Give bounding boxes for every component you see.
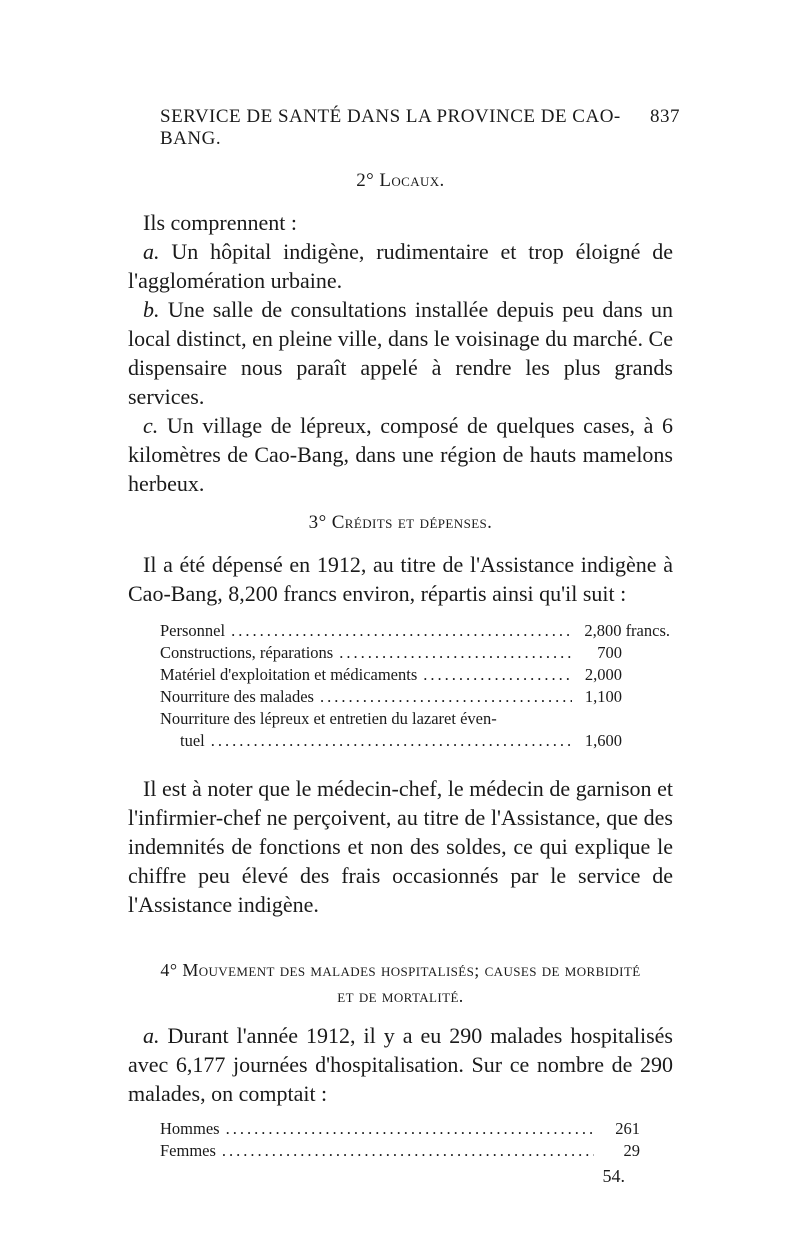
ledger-row <box>160 1118 640 1140</box>
section-heading-locaux: 2° Locaux. <box>356 170 445 191</box>
page-content <box>128 166 673 1187</box>
ledger-row <box>160 620 670 642</box>
paragraph-note: Il est à noter que le médecin-chef, le médecin de garnison et l'infirmier-chef ne perçoivent, au titre de l'Assistance, que des indemnités de fonctions et non des soldes, ce qui explique le chiffre peu élevé des frais occasionnés par le service de l'Assistance indigène. <box>128 776 673 917</box>
leader-dots <box>222 1140 594 1162</box>
ledger-label-continuation: tuel <box>180 731 205 750</box>
ledger-value: 1,100 <box>584 687 622 706</box>
item-text: Un village de lépreux, composé de quelques cases, à 6 kilomètres de Cao-Bang, dans une région de hauts mamelons herbeux. <box>128 413 673 496</box>
paragraph-intro-credits: Il a été dépensé en 1912, au titre de l'Assistance indigène à Cao-Bang, 8,200 francs environ, répartis ainsi qu'il suit : <box>128 552 673 606</box>
patient-count-ledger <box>160 1118 640 1162</box>
leader-dots <box>339 642 572 664</box>
paragraph-durant <box>128 1021 673 1108</box>
paragraph-item-c <box>128 411 673 498</box>
ledger-value: 29 <box>623 1141 640 1160</box>
item-text: Une salle de consultations installée depuis peu dans un local distinct, en pleine ville, dans le voisinage du marché. Ce dispensaire nous paraît appelé à rendre les plus grands services. <box>128 297 673 409</box>
ledger-row <box>160 642 670 664</box>
ledger-label: Nourriture des lépreux et entretien du lazaret éven- <box>160 709 497 728</box>
leader-dots <box>423 664 572 686</box>
ledger-label: Femmes <box>160 1141 216 1160</box>
printer-signature: 54. <box>602 1166 625 1186</box>
leader-dots <box>211 730 572 752</box>
ledger-value: 2,800 francs. <box>584 621 670 640</box>
ledger-label: Personnel <box>160 621 226 640</box>
section-heading-mouvement <box>128 957 673 1009</box>
ledger-label: Matériel d'exploitation et médicaments <box>160 665 418 684</box>
ledger-value: 700 <box>597 643 622 662</box>
ledger-label: Hommes <box>160 1119 220 1138</box>
paragraph-intro-locaux: Ils comprennent : <box>143 210 297 235</box>
ledger-row-continued <box>160 708 670 730</box>
section-locaux <box>128 166 673 498</box>
leader-dots <box>231 620 572 642</box>
item-marker: b. <box>143 297 160 322</box>
heading-line: et de mortalité. <box>337 986 464 1006</box>
ledger-value: 2,000 <box>584 665 622 684</box>
ledger-label: Nourriture des malades <box>160 687 314 706</box>
item-text: Un hôpital indigène, rudimentaire et trop éloigné de l'agglomération urbaine. <box>128 239 673 293</box>
expense-ledger <box>160 620 670 752</box>
section-mouvement <box>128 957 673 1187</box>
ledger-row <box>160 686 670 708</box>
section-heading-credits: 3° Crédits et dépenses. <box>308 512 493 533</box>
heading-line: 4° Mouvement des malades hospitalisés; causes de morbidité <box>160 960 641 980</box>
ledger-value: 1,600 <box>584 731 622 750</box>
paragraph-item-b <box>128 295 673 411</box>
item-marker: a. <box>143 239 160 264</box>
ledger-row <box>160 730 670 752</box>
ledger-label: Constructions, réparations <box>160 643 334 662</box>
section-credits <box>128 508 673 919</box>
ledger-row <box>160 1140 640 1162</box>
item-marker: a. <box>143 1023 160 1048</box>
item-text: Durant l'année 1912, il y a eu 290 malades hospitalisés avec 6,177 journées d'hospitalisation. Sur ce nombre de 290 malades, on comptait : <box>128 1023 673 1106</box>
paragraph-item-a <box>128 237 673 295</box>
ledger-row <box>160 664 670 686</box>
item-marker: c. <box>143 413 159 438</box>
leader-dots <box>320 686 572 708</box>
leader-dots <box>226 1118 594 1140</box>
ledger-value: 261 <box>615 1119 640 1138</box>
running-title: SERVICE DE SANTÉ DANS LA PROVINCE DE CAO-BANG. <box>160 106 621 149</box>
page-number: 837 <box>650 106 680 127</box>
